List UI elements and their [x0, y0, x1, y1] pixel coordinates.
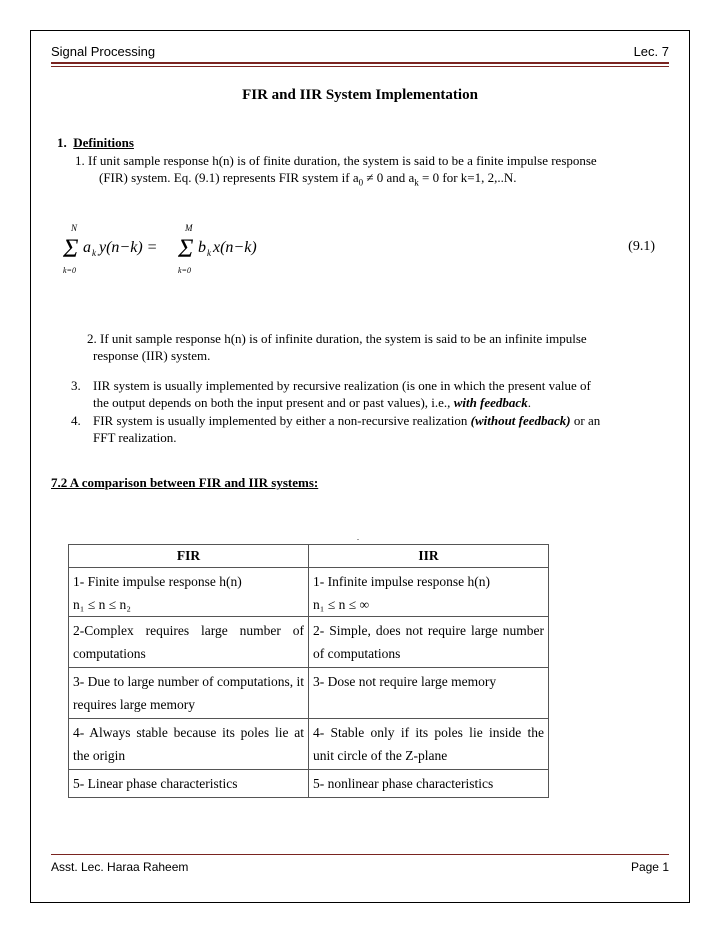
- item-4-number: 4.: [71, 413, 81, 428]
- item-3-emphasis: with feedback: [453, 395, 528, 410]
- item-3-number: 3.: [71, 378, 81, 393]
- definition-1-line-1: 1. If unit sample response h(n) is of finite duration, the system is said to be a finite impulse response: [75, 153, 597, 168]
- stray-dot: .: [357, 533, 359, 542]
- rhs-rest: x(n−k): [213, 239, 257, 256]
- equation-number: (9.1): [628, 239, 655, 254]
- table-cell-fir: [69, 568, 309, 617]
- item-4-line-1: FIR system is usually implemented by either a non-recursive realization: [93, 413, 471, 428]
- table-row: [69, 770, 549, 798]
- coef-b: b: [198, 239, 206, 256]
- footer-page-number: Page 1: [630, 860, 669, 874]
- footer-author: Asst. Lec. Haraa Raheem: [51, 860, 189, 874]
- equation-graphic: [61, 219, 321, 279]
- coef-a: a: [83, 239, 91, 256]
- subscript-k: k: [414, 177, 419, 188]
- definition-item-1: [75, 152, 675, 192]
- table-header-row: [69, 545, 549, 568]
- subscript-zero: 0: [358, 177, 364, 188]
- table-cell-iir: 3- Dose not require large memory: [309, 668, 549, 719]
- sum-lower-right: k=0: [178, 266, 191, 275]
- item-4-line-1b: or an: [570, 413, 601, 428]
- section-title: Definitions: [73, 135, 134, 150]
- definition-2-line-1: 2. If unit sample response h(n) is of infinite duration, the system is said to be an infinite impulse: [87, 331, 587, 346]
- table-row: [69, 568, 549, 617]
- item-3-period: .: [527, 395, 531, 410]
- page-title: FIR and IIR System Implementation: [242, 87, 478, 103]
- definition-2-line-2: response (IIR) system.: [93, 348, 211, 363]
- definition-item-3: [71, 377, 681, 411]
- column-header-fir: FIR: [69, 545, 309, 568]
- table-cell-iir: 5- nonlinear phase characteristics: [309, 770, 549, 798]
- column-header-iir: IIR: [309, 545, 549, 568]
- header-rule-thick: [51, 62, 669, 64]
- item-3-line-1: IIR system is usually implemented by recursive realization (is one in which the present value of: [93, 378, 591, 393]
- cell-text: 1- Infinite impulse response h(n): [313, 574, 490, 589]
- comparison-heading: 7.2 A comparison between FIR and IIR systems:: [51, 475, 319, 490]
- sum-sign-left-icon: Σ: [63, 234, 79, 263]
- document-page: [30, 30, 690, 903]
- definition-item-4: [71, 412, 681, 446]
- definition-1-line-2c: = 0 for k=1, 2,..N.: [422, 170, 517, 185]
- sum-sign-right-icon: Σ: [178, 234, 194, 263]
- definition-1-line-2b: ≠ 0 and a: [366, 170, 415, 185]
- footer-rule: [51, 854, 669, 855]
- sum-upper-n: N: [71, 223, 78, 233]
- section-definitions-heading: [57, 135, 134, 151]
- table-cell-iir: 2- Simple, does not require large number of computations: [309, 617, 549, 668]
- table-cell-fir: 4- Always stable because its poles lie at the origin: [69, 719, 309, 770]
- coef-b-sub: k: [207, 248, 211, 258]
- coef-a-sub: k: [92, 248, 96, 258]
- table-cell-iir: [309, 568, 549, 617]
- item-3-line-2: the output depends on both the input present and or past values), i.e.,: [93, 395, 454, 410]
- cell-text: 1- Finite impulse response h(n): [73, 574, 242, 589]
- section-number: 1.: [57, 135, 67, 150]
- sum-lower-left: k=0: [63, 266, 76, 275]
- table-cell-fir: 2-Complex requires large number of computations: [69, 617, 309, 668]
- item-4-emphasis: (without feedback): [470, 413, 571, 428]
- cell-text: n₁ ≤ n ≤ ∞: [313, 597, 370, 612]
- header-lecture: Lec. 7: [633, 44, 669, 59]
- table-row: [69, 668, 549, 719]
- definition-1-line-2: (FIR) system. Eq. (9.1) represents FIR system if a: [99, 170, 359, 185]
- definition-item-2: [87, 330, 677, 364]
- item-4-line-2: FFT realization.: [93, 430, 177, 445]
- sum-upper-m: M: [185, 223, 193, 233]
- lhs-rest: y(n−k) =: [99, 239, 158, 256]
- table-cell-iir: 4- Stable only if its poles lie inside the unit circle of the Z-plane: [309, 719, 549, 770]
- table-cell-fir: 3- Due to large number of computations, it requires large memory: [69, 668, 309, 719]
- header-rule-thin: [51, 66, 669, 67]
- table-row: [69, 719, 549, 770]
- table-row: [69, 617, 549, 668]
- cell-text: n₁ ≤ n ≤ n₂: [73, 597, 131, 612]
- comparison-table: [68, 544, 549, 798]
- header-course: Signal Processing: [51, 44, 156, 59]
- table-cell-fir: 5- Linear phase characteristics: [69, 770, 309, 798]
- difference-equation: [61, 219, 321, 284]
